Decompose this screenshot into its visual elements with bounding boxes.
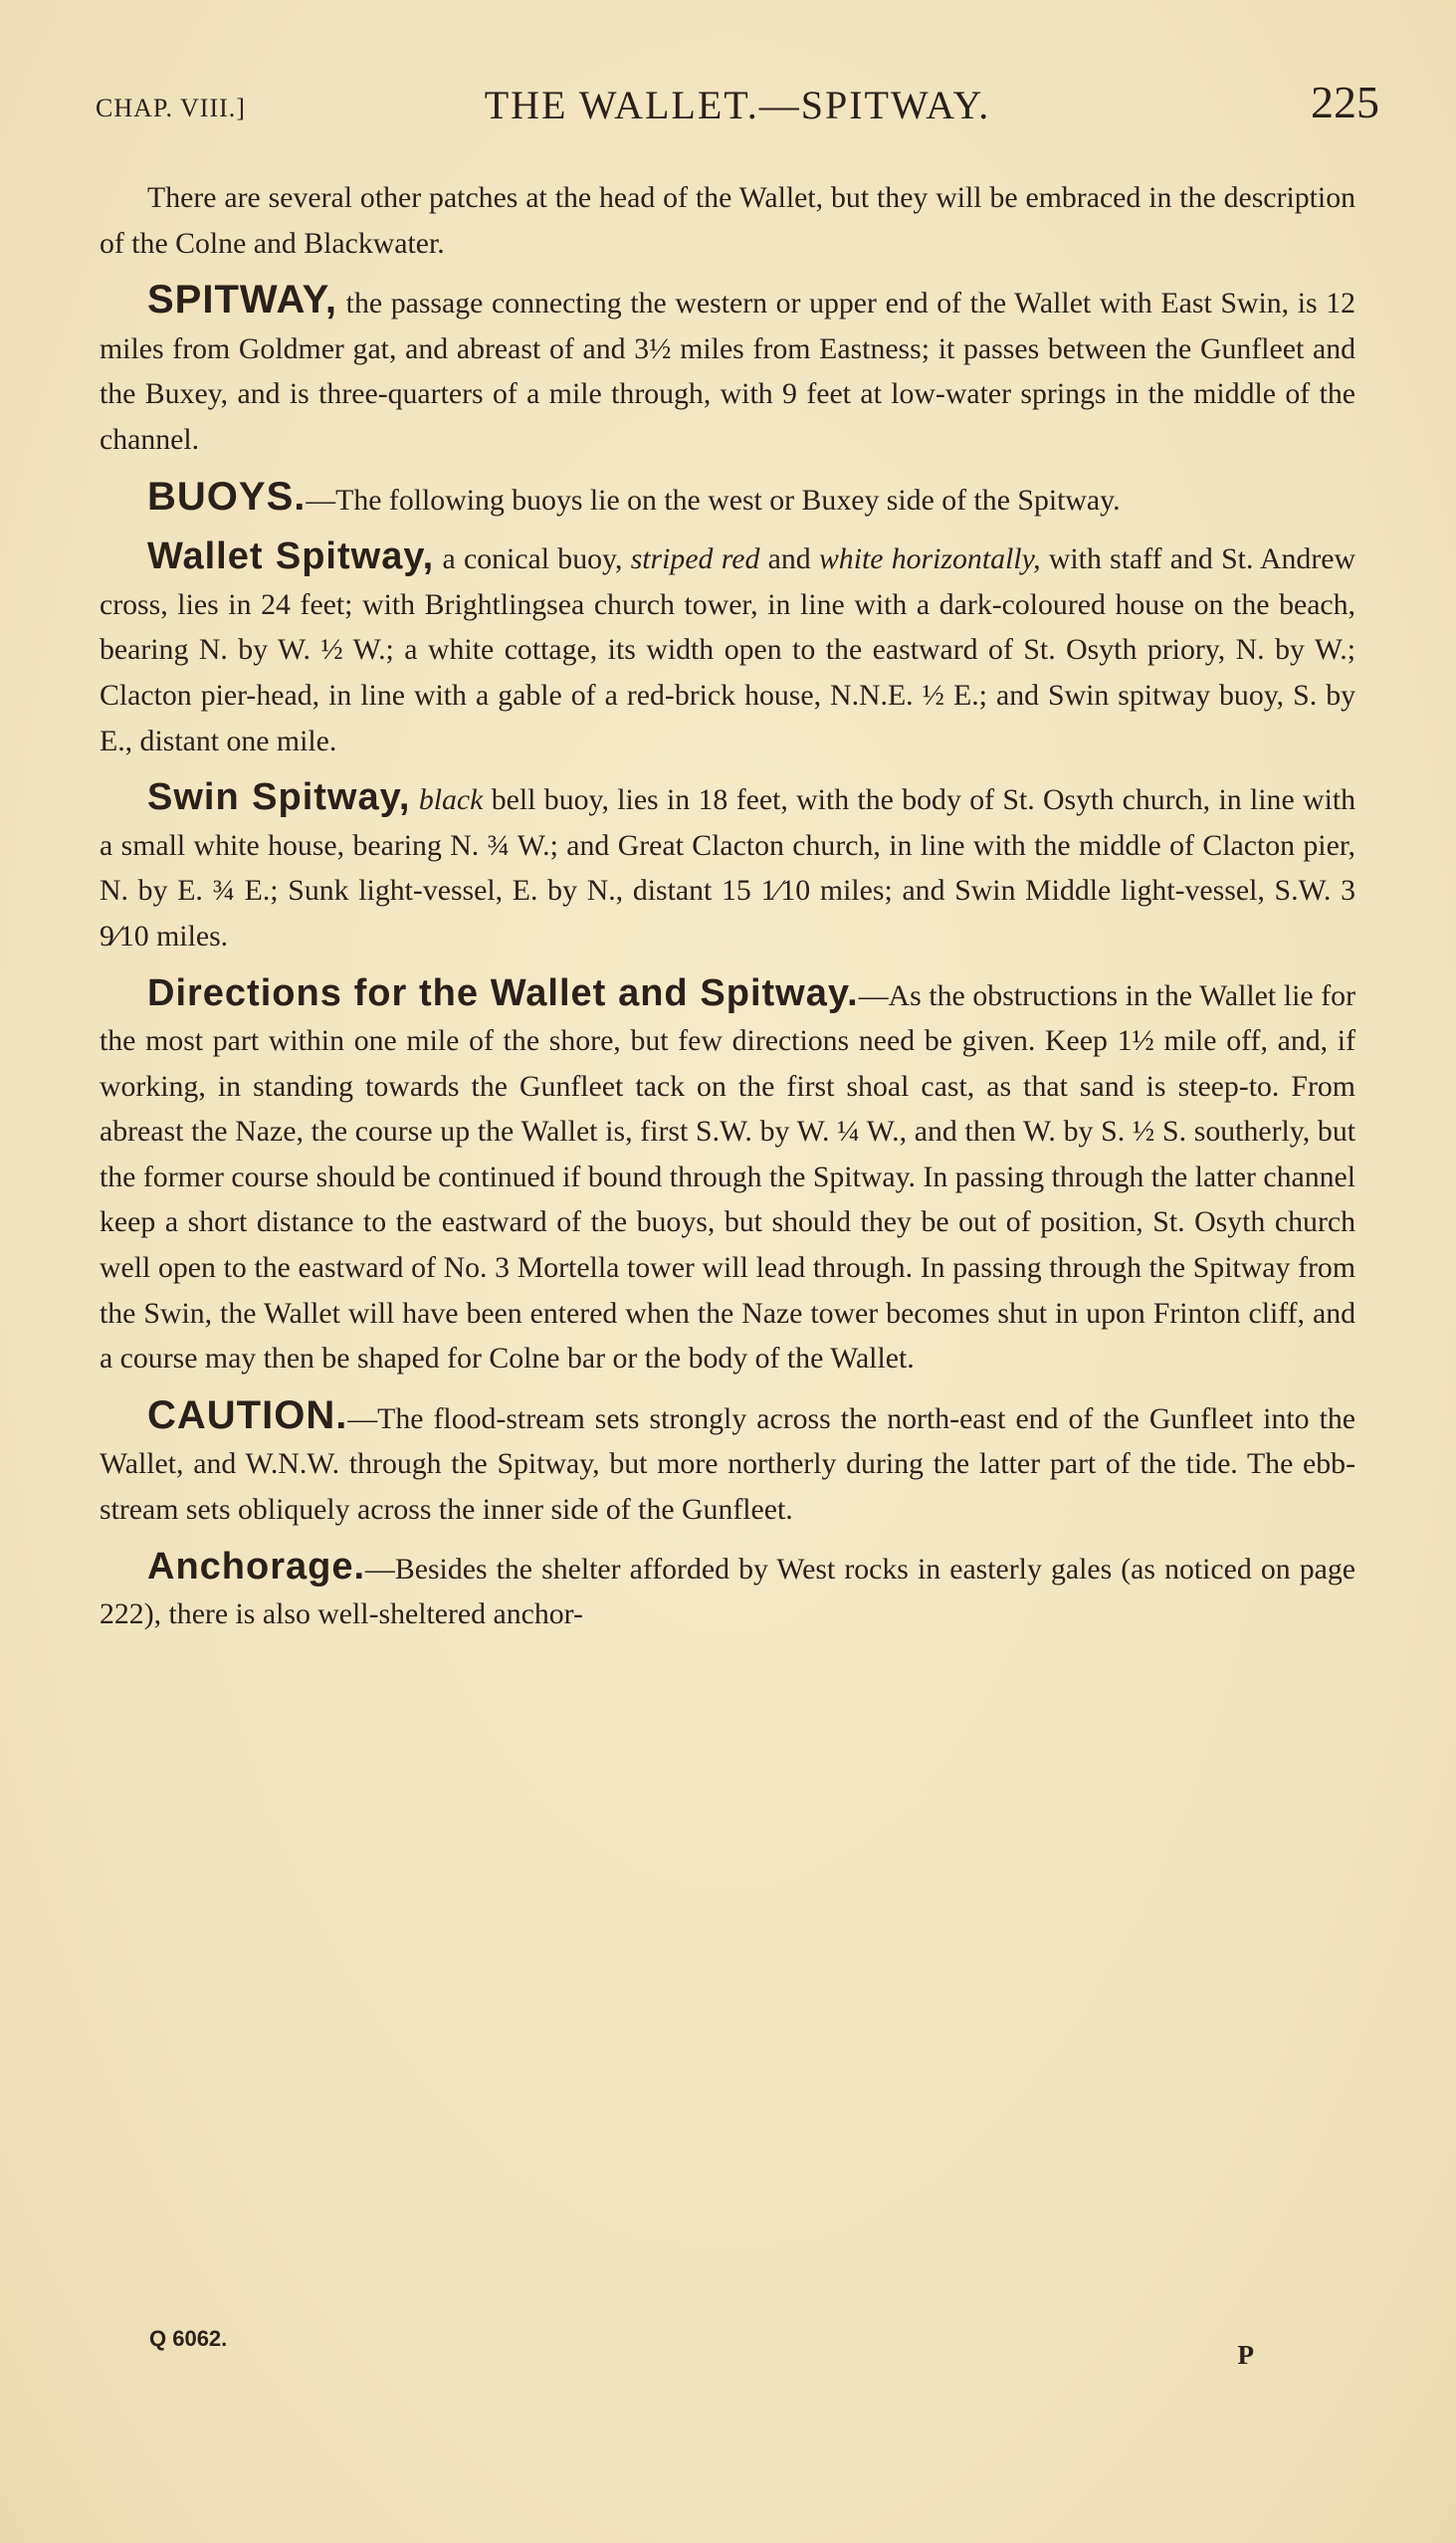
swin-spitway-heading: Swin Spitway,: [147, 776, 411, 819]
chapter-label: CHAP. VIII.]: [96, 94, 246, 122]
caution-paragraph: CAUTION.—The flood-stream sets strongly across the north-east end of the Gunfleet into the Wallet, and W.N.W. through the Spitway, but more northerly during the latter part of the tide. The ebb-stream sets obliquely across the inner side of the Gunfleet.: [100, 1392, 1355, 1527]
directions-heading: Directions for the Wallet and Spitway.: [147, 971, 859, 1014]
signature-mark: Q 6062.: [149, 2326, 228, 2351]
wallet-spitway-paragraph: Wallet Spitway, a conical buoy, striped red and white horizontally, with staff and St. Andrew cross, lies in 24 feet; with Brightlingsea church tower, in line with a dark-coloured house on the beach, bearing N. by W. ½ W.; a white cottage, its width open to the eastward of St. Osyth priory, N. by W.; Clacton pier-head, in line with a gable of a red-brick house, N.N.E. ½ E.; and Swin spitway buoy, S. by E., distant one mile.: [100, 535, 1355, 757]
page-title: THE WALLET.—SPITWAY.: [484, 83, 991, 127]
page-body: [100, 175, 1355, 1637]
page-number: 225: [1311, 77, 1379, 127]
buoys-paragraph: BUOYS.—The following buoys lie on the west or Buxey side of the Spitway.: [147, 474, 1121, 519]
buoys-heading: BUOYS.: [147, 474, 307, 519]
anchorage-heading: Anchorage.: [147, 1545, 366, 1588]
caution-heading: CAUTION.: [147, 1392, 348, 1437]
swin-spitway-paragraph: Swin Spitway, black bell buoy, lies in 18 feet, with the body of St. Osyth church, in line with a small white house, bearing N. ¾ W.; and Great Clacton church, in line with the middle of Clacton pier, N. by E. ¾ E.; Sunk light-vessel, E. by N., distant 15 1⁄10 miles; and Swin Middle light-vessel, S.W. 3 9⁄10 miles.: [100, 776, 1356, 953]
intro-paragraph: There are several other patches at the head of the Wallet, but they will be embraced in the description of the Colne and Blackwater.: [100, 181, 1355, 260]
running-header: [96, 72, 1379, 141]
spitway-paragraph: SPITWAY, the passage connecting the western or upper end of the Wallet with East Swin, is 12 miles from Goldmer gat, and abreast of and 3½ miles from Eastness; it passes between the Gunfleet and the Buxey, and is three-quarters of a mile through, with 9 feet at low-water springs in the middle of the channel.: [100, 278, 1355, 456]
anchorage-paragraph: Anchorage.—Besides the shelter afforded by West rocks in easterly gales (as noticed on page 222), there is also well-sheltered anchor-: [100, 1545, 1355, 1631]
wallet-spitway-heading: Wallet Spitway,: [147, 535, 435, 578]
signature-letter: P: [1237, 2340, 1254, 2370]
directions-paragraph: Directions for the Wallet and Spitway.—As the obstructions in the Wallet lie for the most part within one mile of the shore, but few directions need be given. Keep 1½ mile off, and, if working, in standing towards the Gunfleet tack on the first shoal cast, as that sand is steep-to. From abreast the Naze, the course up the Wallet is, first S.W. by W. ¼ W., and then W. by S. ½ S. southerly, but the former course should be continued if bound through the Spitway. In passing through the latter channel keep a short distance to the eastward of the buoys, but should they be out of position, St. Osyth church well open to the eastward of No. 3 Mortella tower will lead through. In passing through the Spitway from the Swin, the Wallet will have been entered when the Naze tower becomes shut in upon Frinton cliff, and a course may then be shaped for Colne bar or the body of the Wallet.: [100, 971, 1355, 1376]
spitway-heading: SPITWAY,: [147, 278, 338, 322]
page-footer: [149, 2326, 1254, 2376]
